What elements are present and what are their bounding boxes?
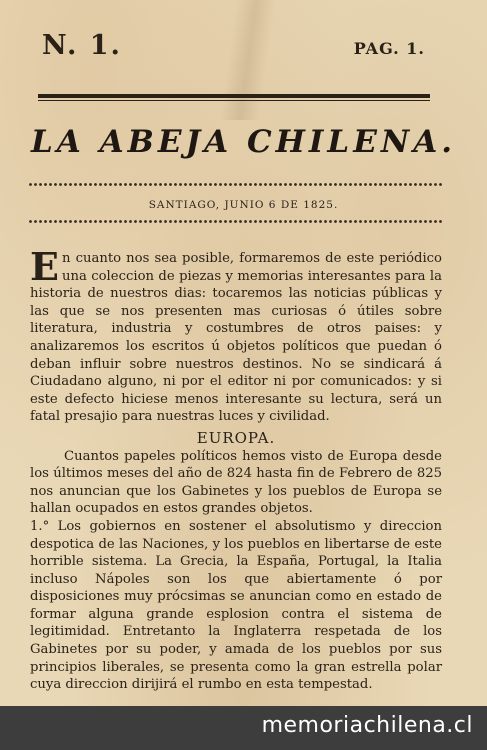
paper-fold	[220, 0, 277, 120]
masthead-title: LA ABEJA CHILENA.	[30, 124, 457, 160]
issue-number: N. 1.	[42, 30, 122, 61]
intro-text: n cuanto nos sea posible, formaremos de este periódico una coleccion de piezas y memorias interesantes para la historia de nuestros dias: tocaremos las noticias públicas y las que se nos presenten mas curiosas ó útiles sobre literatura, industria y costumbres de otros paises: y analizaremos los escritos ú objetos políticos que puedan ó deban influir sobre nuestros destinos. No se sindicará á Ciudadano alguno, ni por el editor ni por comunicados: y si este defecto hiciese menos interesante su lectura, será un fatal presajio para nuestras luces y civilidad.	[30, 251, 442, 425]
dateline: SANTIAGO, JUNIO 6 DE 1825.	[148, 199, 339, 211]
header-rule	[38, 94, 430, 98]
section-title: EUROPA.	[196, 428, 276, 447]
section-paragraph: 1.° Los gobiernos en sostener el absolutismo y direccion despotica de las Naciones, y los pueblos en libertarse de este horrible sistema. La Grecia, la España, Portugal, la Italia incluso Nápoles son los que abiertamente ó por disposiciones muy prócsimas se anuncian como en estado de formar alguna grande esplosion contra el sistema de legitimidad. Entretanto la Inglaterra respetada de los Gabinetes por su poder, y amada de los pueblos por sus principios liberales, se presenta como la gran estrella polar cuya direccion dirijirá el rumbo en esta tempestad.	[30, 518, 442, 693]
section-paragraph: Cuantos papeles políticos hemos visto de Europa desde los últimos meses del año de 824 hasta fin de Febrero de 825 nos anuncian que los Gabinetes y los pueblos de Europa se hallan ocupados en estos grandes objetos.	[30, 448, 442, 517]
intro-paragraph	[30, 244, 442, 426]
header-rule-thin	[38, 100, 430, 101]
drop-cap: E	[30, 244, 59, 289]
article-body	[30, 244, 442, 694]
dotted-divider-bottom	[28, 219, 444, 227]
site-brand-link[interactable]: memoriachilena.cl	[261, 713, 473, 738]
dotted-divider-top	[28, 182, 444, 190]
page-number: PAG. 1.	[353, 39, 425, 58]
